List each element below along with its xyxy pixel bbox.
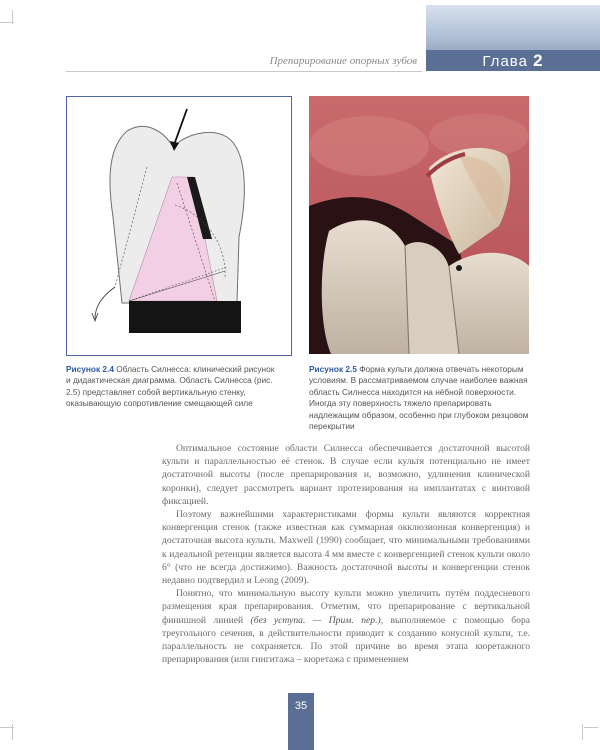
figure-right-label: Рисунок 2.5 [309, 364, 357, 374]
chapter-number: 2 [533, 51, 544, 70]
chapter-word: Глава [482, 53, 528, 70]
paragraph-text: , выполняемое с помощью бора треугольного сечения, в действительности приводит к созданию конусной культи, т.е. параллельность не сохраняется. По этой причине во время этапа кюретажного препарирования (или гингитажа – кюретажа с применением [162, 614, 531, 666]
chapter-label [426, 50, 600, 71]
header-rule [66, 71, 422, 72]
figure-diagram [66, 96, 292, 356]
rotation-arrow [95, 287, 115, 319]
figure-left-caption [66, 364, 280, 410]
paragraph: Оптимальное состояние области Силнесса обеспечивается достаточной высотой культи и параллельностью её стенок. В случае если культя потенциально не имеет достаточной высоты (после препарирования и, возможно, удлинения клинической коронки), следует рассмотреть вариант протезирования на имплантатах с винтовой фиксацией. [162, 443, 530, 507]
figure-left-text: Область Силнесса: клинический рисунок и дидактическая диаграмма. Область Силнесса (рис. 2.5) представляет собой вертикальную стенку, оказывающую сопротивление смещающей силе [66, 364, 275, 409]
paragraph [162, 587, 530, 666]
figure-right-caption [309, 364, 531, 432]
crop-mark [0, 22, 14, 23]
crop-mark [584, 727, 598, 728]
contact-dot [456, 265, 462, 271]
base-block [129, 301, 241, 333]
crop-mark [582, 724, 583, 740]
paragraph-text: Понятно, что минимальную высоту культи можно увеличить путём поддесневого размещения края препарирования. Отметим, что препарирование с вертикальной финишной линией [162, 588, 530, 626]
figure-left-label: Рисунок 2.4 [66, 364, 114, 374]
crop-mark [0, 727, 14, 728]
page-number: 35 [288, 693, 314, 750]
tooth-diagram [67, 97, 291, 355]
figure-photo [309, 96, 529, 354]
translator-note: (без уступа. — Прим. пер.) [250, 614, 381, 626]
body-text [162, 442, 530, 666]
paragraph: Поэтому важнейшими характеристиками формы культи являются корректная конвергенция стенок (также известная как суммарная окклюзионная конвергенция) и достаточная высота культи. Maxwell (1990) сообщает, что минимальными требованиями к идеальной ретенции является высота 4 мм вместе с конвергенцией стенок культи около 6° (что не всегда достижимо). Важность достаточной высоты и конвергенции стенок недавно подтвердил и Leong (2009). [162, 509, 530, 587]
lower-tooth [322, 220, 409, 354]
gingiva-shine [309, 116, 429, 176]
clinical-photo [309, 96, 529, 354]
figure-right-text: Форма культи должна отвечать некоторым условиям. В рассматриваемом случае наиболее важная область Силнесса находится на нёбной поверхности. Иногда эту поверхность тяжело препарировать надлежащим образом, особенно при глубоком резцовом перекрытии [309, 364, 529, 432]
running-title: Препарирование опорных зубов [269, 55, 417, 67]
